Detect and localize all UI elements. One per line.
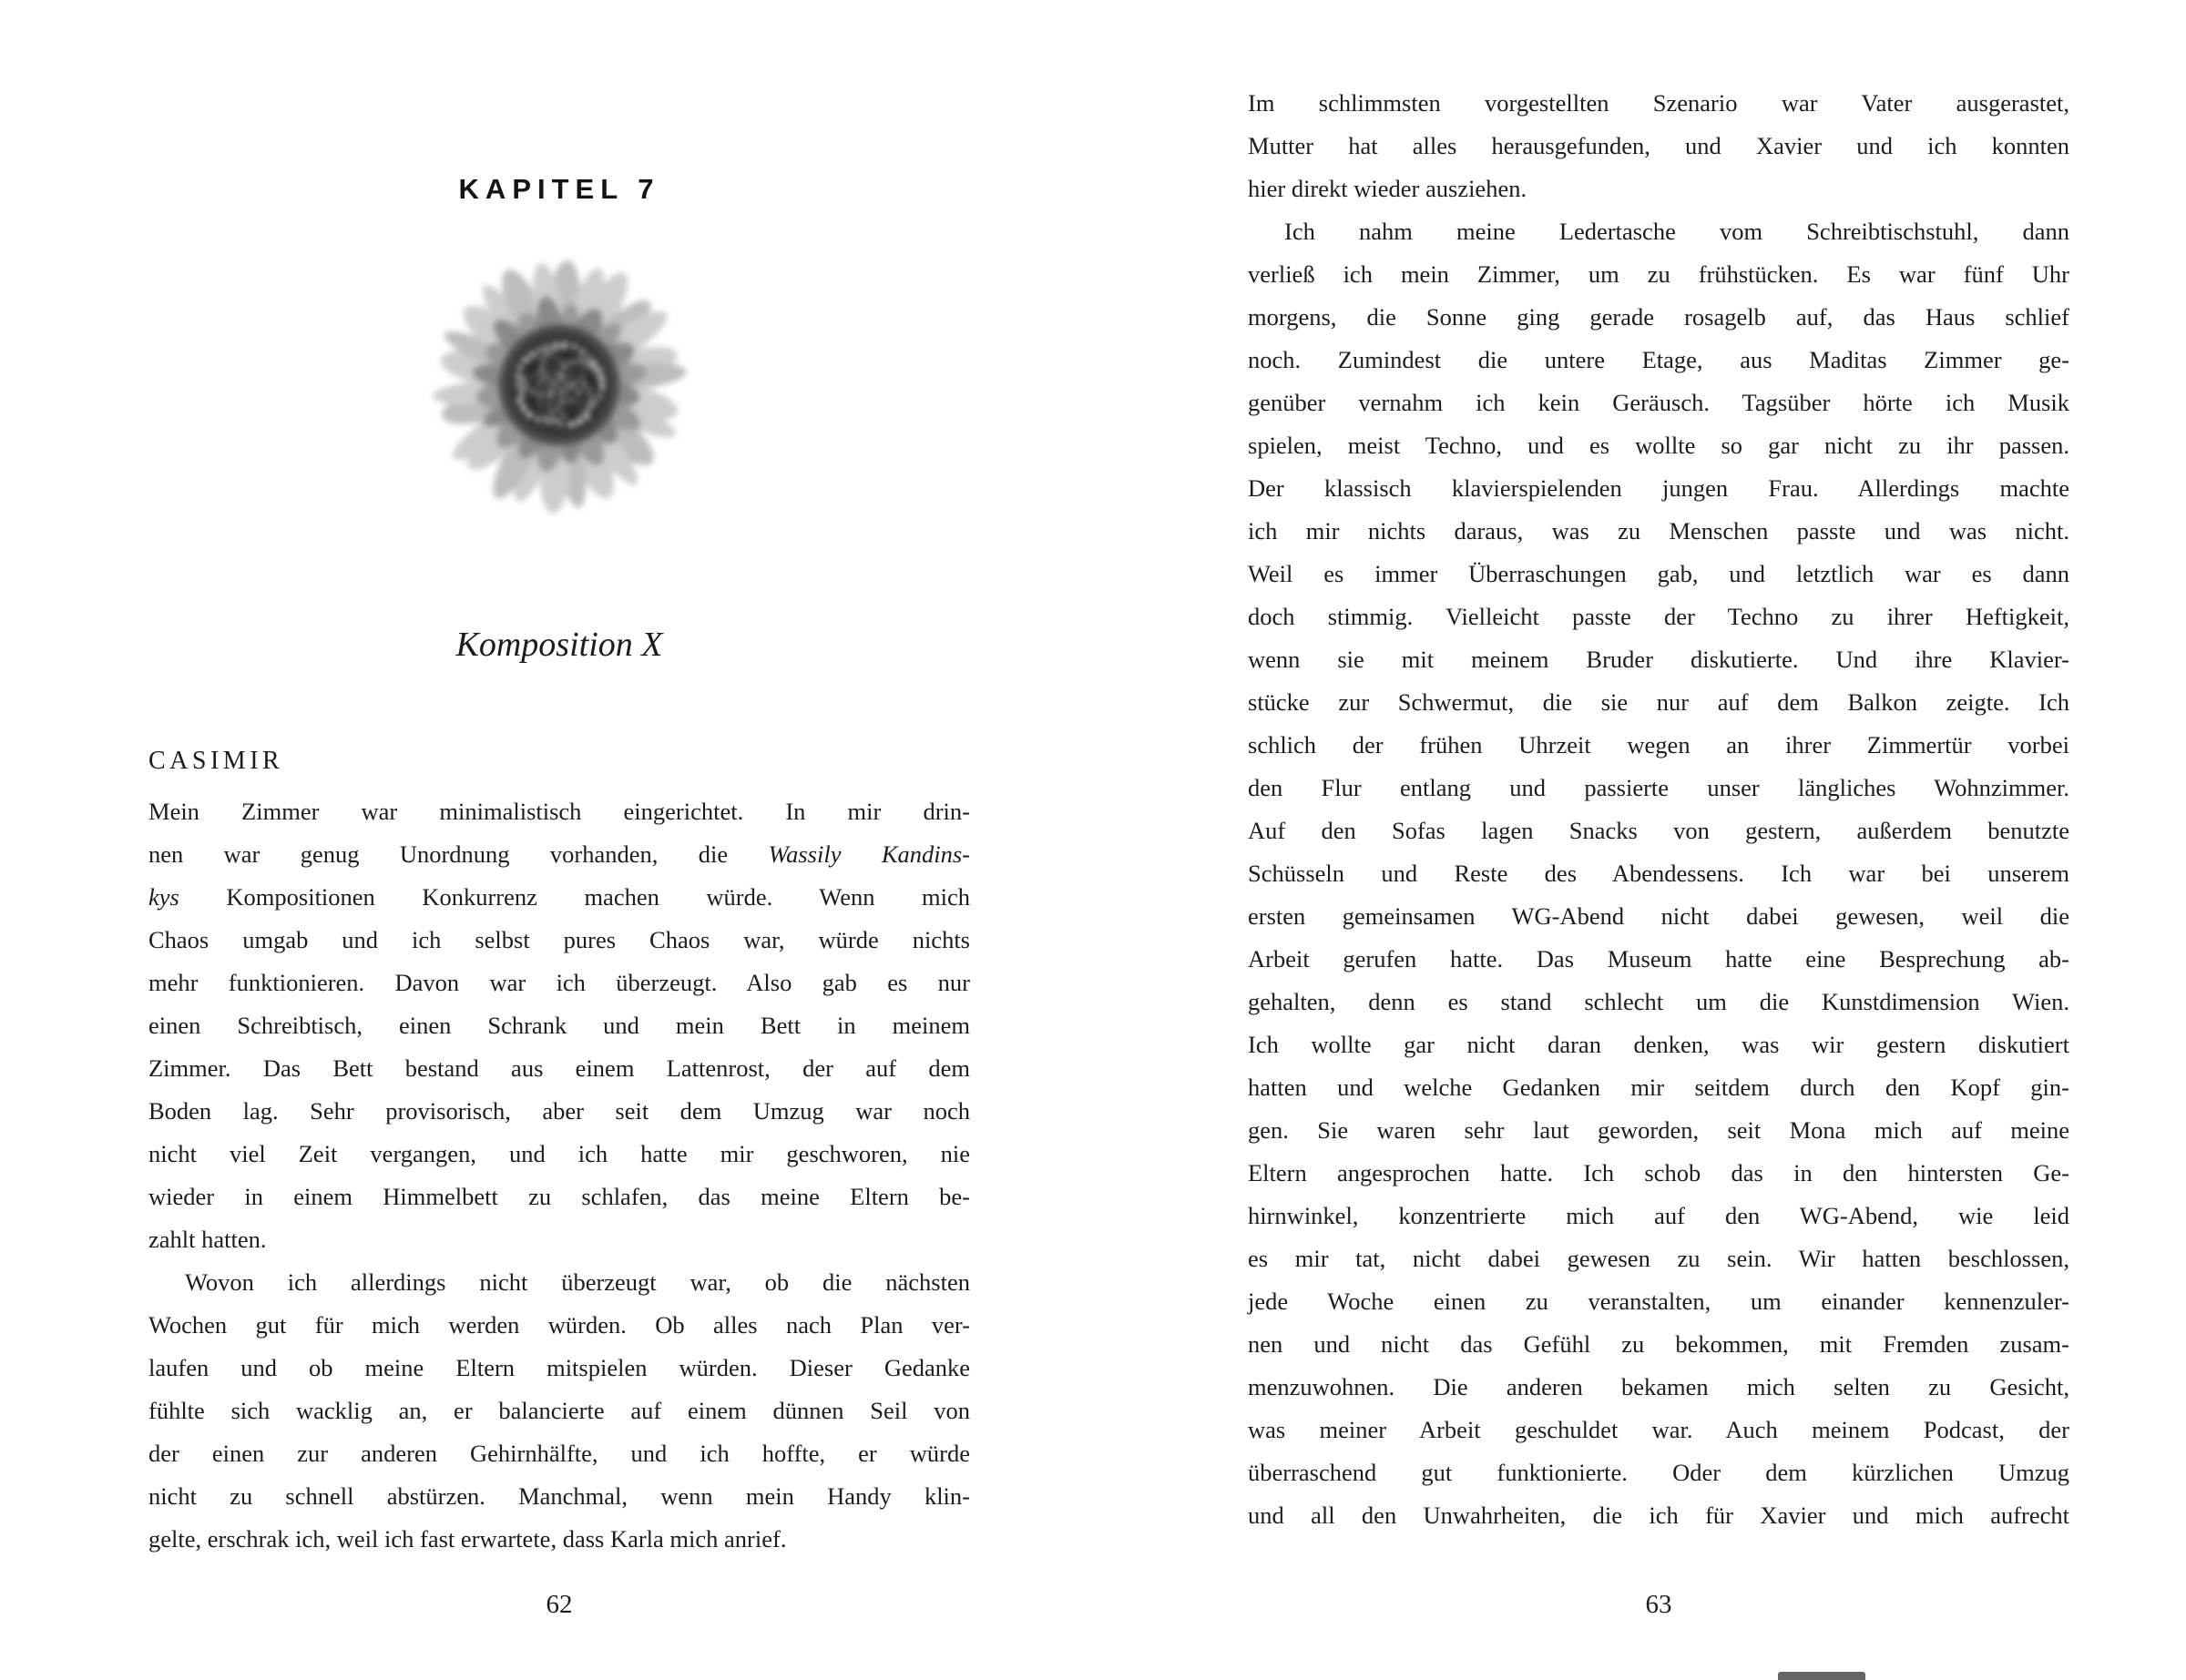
text-line: nicht zu schnell abstürzen. Manchmal, wenn mein Handy klin- <box>148 1482 970 1510</box>
text-line: Auf den Sofas lagen Snacks von gestern, außerdem benutzte <box>1248 817 2069 844</box>
text-line: fühlte sich wacklig an, er balancierte auf einem dünnen Seil von <box>148 1397 970 1424</box>
text-line: Im schlimmsten vorgestellten Szenario war Vater ausgerastet, <box>1248 89 2069 117</box>
text-line: Weil es immer Überraschungen gab, und letztlich war es dann <box>1248 560 2069 587</box>
text-line: morgens, die Sonne ging gerade rosagelb auf, das Haus schlief <box>1248 303 2069 331</box>
text-line: Zimmer. Das Bett bestand aus einem Lattenrost, der auf dem <box>148 1054 970 1082</box>
text-line: gen. Sie waren sehr laut geworden, seit Mona mich auf meine <box>1248 1116 2069 1144</box>
sunflower-illustration <box>427 253 691 517</box>
page-bottom-mark <box>1778 1672 1865 1680</box>
text-line: menzuwohnen. Die anderen bekamen mich selten zu Gesicht, <box>1248 1373 2069 1400</box>
text-line: zahlt hatten. <box>148 1226 267 1253</box>
text-line: der einen zur anderen Gehirnhälfte, und ich hoffte, er würde <box>148 1440 970 1467</box>
text-line: schlich der frühen Uhrzeit wegen an ihrer Zimmertür vorbei <box>1248 731 2069 759</box>
text-line: Mutter hat alles herausgefunden, und Xavier und ich konnten <box>1248 132 2069 159</box>
text-line: Schüsseln und Reste des Abendessens. Ich war bei unserem <box>1248 860 2069 887</box>
text-line: Boden lag. Sehr provisorisch, aber seit dem Umzug war noch <box>148 1097 970 1125</box>
text-line: spielen, meist Techno, und es wollte so gar nicht zu ihr passen. <box>1248 432 2069 459</box>
chapter-title: Komposition X <box>455 626 663 664</box>
text-line: Arbeit gerufen hatte. Das Museum hatte eine Besprechung ab- <box>1248 945 2069 972</box>
text-line: stücke zur Schwermut, die sie nur auf dem Balkon zeigte. Ich <box>1248 688 2069 716</box>
text-line: hatten und welche Gedanken mir seitdem durch den Kopf gin- <box>1248 1074 2069 1101</box>
page-right <box>1248 0 2069 1680</box>
text-line: doch stimmig. Vielleicht passte der Techno zu ihrer Heftigkeit, <box>1248 603 2069 630</box>
paragraph <box>1248 210 2069 1537</box>
page-number-left: 62 <box>546 1590 573 1619</box>
right-page-body-text <box>1248 82 2069 1537</box>
paragraph <box>148 1261 970 1561</box>
text-line: Wovon ich allerdings nicht überzeugt war, ob die nächsten <box>185 1268 970 1296</box>
text-line: ich mir nichts daraus, was zu Menschen passte und was nicht. <box>1248 517 2069 545</box>
text-line: hier direkt wieder ausziehen. <box>1248 175 1527 202</box>
text-line: nicht viel Zeit vergangen, und ich hatte mir geschworen, nie <box>148 1140 970 1167</box>
paragraph <box>148 790 970 1261</box>
text-line: Der klassisch klavierspielenden jungen Frau. Allerdings machte <box>1248 474 2069 502</box>
text-line: ersten gemeinsamen WG-Abend nicht dabei gewesen, weil die <box>1248 902 2069 930</box>
text-line: Ich wollte gar nicht daran denken, was wir gestern diskutiert <box>1248 1031 2069 1058</box>
text-line: jede Woche einen zu veranstalten, um einander kennenzuler- <box>1248 1288 2069 1315</box>
text-line: verließ ich mein Zimmer, um zu frühstücken. Es war fünf Uhr <box>1248 260 2069 288</box>
text-line: nen und nicht das Gefühl zu bekommen, mit Fremden zusam- <box>1248 1330 2069 1358</box>
text-line: Eltern angesprochen hatte. Ich schob das in den hintersten Ge- <box>1248 1159 2069 1186</box>
paragraph <box>1248 82 2069 210</box>
text-line: gelte, erschrak ich, weil ich fast erwartete, dass Karla mich anrief. <box>148 1525 787 1553</box>
text-line: mehr funktionieren. Davon war ich überzeugt. Also gab es nur <box>148 969 970 996</box>
text-line: einen Schreibtisch, einen Schrank und mein Bett in meinem <box>148 1012 970 1039</box>
text-line: wieder in einem Himmelbett zu schlafen, das meine Eltern be- <box>148 1183 970 1210</box>
text-line: wenn sie mit meinem Bruder diskutierte. Und ihre Klavier- <box>1248 646 2069 673</box>
text-line: laufen und ob meine Eltern mitspielen würden. Dieser Gedanke <box>148 1354 970 1381</box>
text-line: es mir tat, nicht dabei gewesen zu sein. Wir hatten beschlossen, <box>1248 1245 2069 1272</box>
chapter-ornament <box>427 253 691 517</box>
text-line: Chaos umgab und ich selbst pures Chaos war, würde nichts <box>148 926 970 953</box>
text-line: überraschend gut funktionierte. Oder dem kürzlichen Umzug <box>1248 1459 2069 1486</box>
text-line: genüber vernahm ich kein Geräusch. Tagsüber hörte ich Musik <box>1248 389 2069 416</box>
text-line: noch. Zumindest die untere Etage, aus Maditas Zimmer ge- <box>1248 346 2069 373</box>
left-page-body-text <box>148 790 970 1561</box>
text-line: gehalten, denn es stand schlecht um die Kunstdimension Wien. <box>1248 988 2069 1015</box>
text-line: was meiner Arbeit geschuldet war. Auch meinem Podcast, der <box>1248 1416 2069 1443</box>
text-line: und all den Unwahrheiten, die ich für Xavier und mich aufrecht <box>1248 1502 2069 1529</box>
chapter-kicker: KAPITEL 7 <box>458 173 660 205</box>
text-line: hirnwinkel, konzentrierte mich auf den WG-Abend, wie leid <box>1248 1202 2069 1229</box>
text-line: Wochen gut für mich werden würden. Ob alles nach Plan ver- <box>148 1311 970 1339</box>
page-left <box>148 0 970 1680</box>
page-number-right: 63 <box>1645 1590 1672 1619</box>
text-line: kys Kompositionen Konkurrenz machen würde. Wenn mich <box>148 883 970 911</box>
text-line: nen war genug Unordnung vorhanden, die Wassily Kandins- <box>148 840 970 868</box>
narrator-heading: CASIMIR <box>148 747 284 775</box>
text-line: den Flur entlang und passierte unser längliches Wohnzimmer. <box>1248 774 2069 801</box>
text-line: Ich nahm meine Ledertasche vom Schreibtischstuhl, dann <box>1284 218 2069 245</box>
text-line: Mein Zimmer war minimalistisch eingerichtet. In mir drin- <box>148 798 970 825</box>
